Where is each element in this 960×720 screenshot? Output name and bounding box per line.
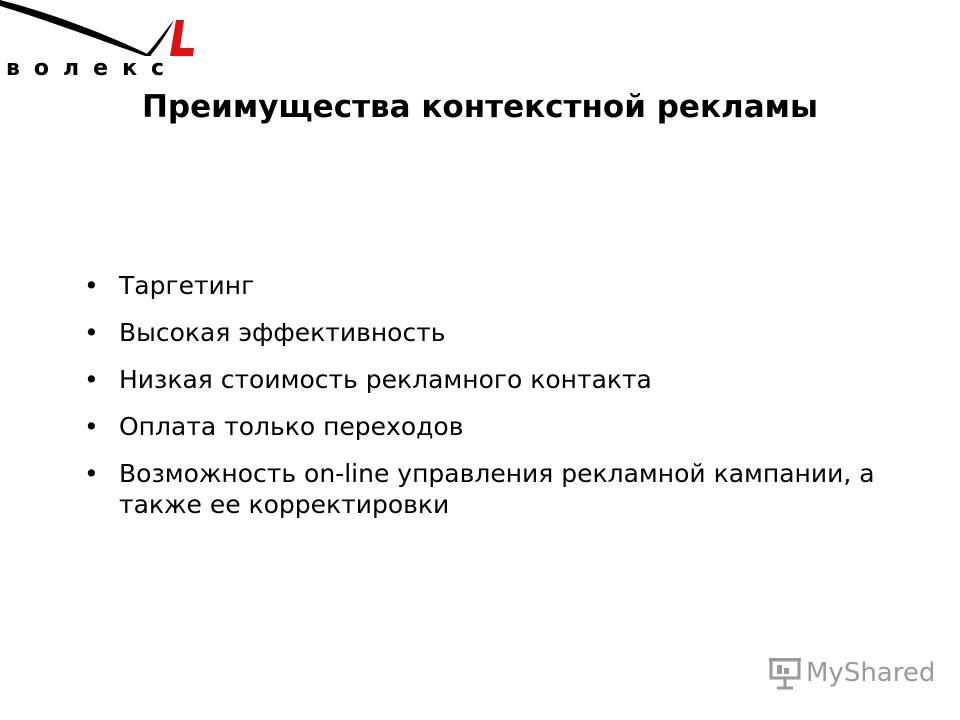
bullet-list xyxy=(82,270,902,536)
myshared-watermark[interactable] xyxy=(768,656,938,692)
presentation-board-icon xyxy=(768,656,802,690)
bullet-icon: • xyxy=(84,365,99,394)
logo-swoosh-icon xyxy=(0,0,200,60)
list-item xyxy=(82,270,902,301)
list-item xyxy=(82,458,902,520)
company-logo xyxy=(0,0,200,90)
bullet-icon: • xyxy=(84,412,99,441)
watermark-text: MyShared xyxy=(806,658,936,688)
bullet-text: Таргетинг xyxy=(119,271,255,300)
bullet-icon: • xyxy=(84,271,99,300)
bullet-text: Низкая стоимость рекламного контакта xyxy=(119,365,652,394)
bullet-text: Высокая эффективность xyxy=(119,318,446,347)
bullet-icon: • xyxy=(84,318,99,347)
slide-title: Преимущества контекстной рекламы xyxy=(141,89,818,125)
bullet-text: Возможность on-line управления рекламной кампании, а также ее корректировки xyxy=(119,459,875,519)
bullet-icon: • xyxy=(84,459,99,488)
bullet-text: Оплата только переходов xyxy=(119,412,464,441)
logo-text: волекс xyxy=(6,56,179,81)
list-item xyxy=(82,411,902,442)
list-item xyxy=(82,364,902,395)
list-item xyxy=(82,317,902,348)
